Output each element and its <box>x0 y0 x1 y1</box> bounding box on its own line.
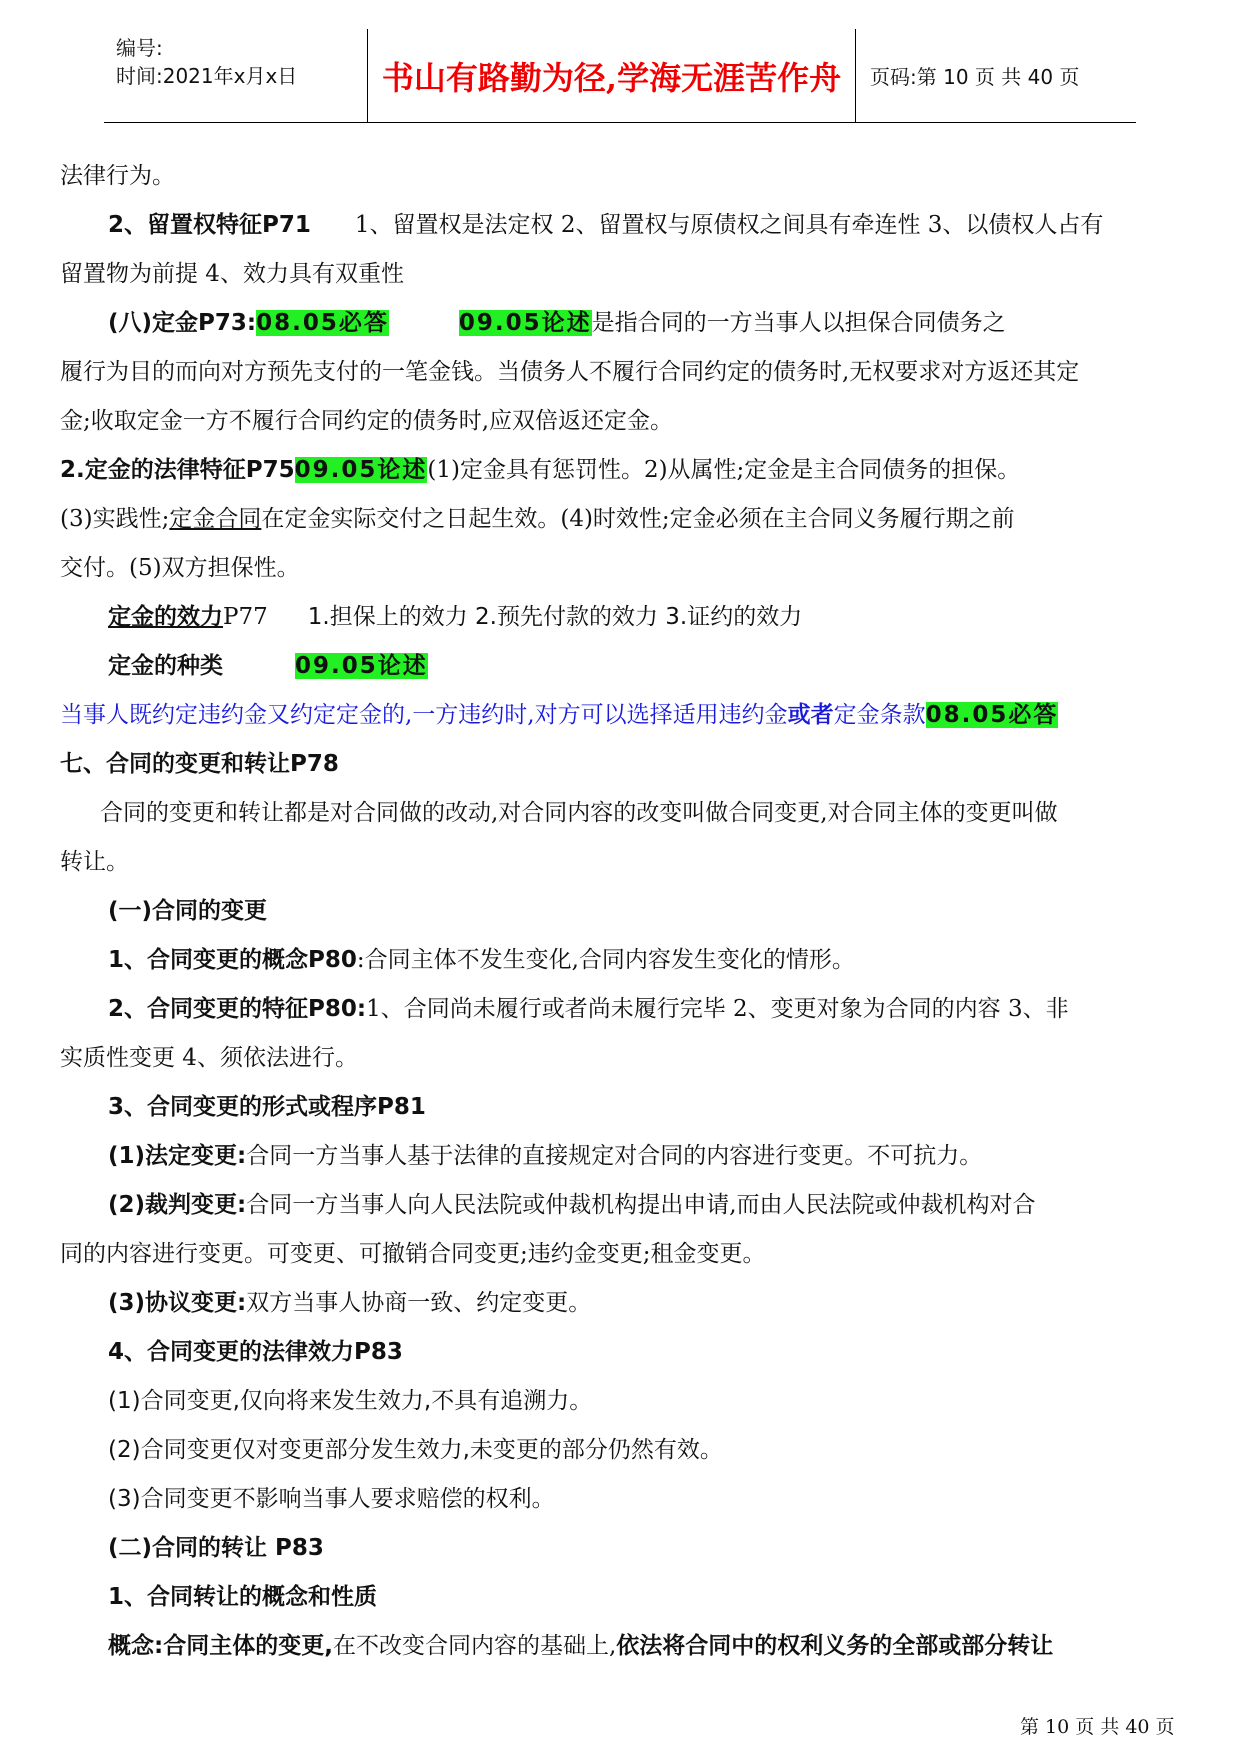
text-line: 履行为目的而向对方预先支付的一笔金钱。当债务人不履行合同约定的债务时,无权要求对方返还其定 <box>60 359 1080 385</box>
section-heading: 4、合同变更的法律效力P83 <box>108 1339 403 1365</box>
number-label: 编号: <box>116 36 163 60</box>
text-line: 交付。(5)双方担保性。 <box>60 555 300 581</box>
section-heading: 2、留置权特征P71 <box>108 212 311 238</box>
text-line: 留置物为前提 4、效力具有双重性 <box>60 261 404 287</box>
text-line: 合同的变更和转让都是对合同做的改动,对合同内容的改变叫做合同变更,对合同主体的变更叫做 <box>100 800 1058 826</box>
time-label: 时间:2021年x月x日 <box>116 64 298 88</box>
text-line: 当事人既约定违约金又约定定金的,一方违约时,对方可以选择适用违约金或者定金条款08.05必答 <box>60 702 1059 728</box>
text-line: 转让。 <box>60 849 129 875</box>
section-heading: 1、合同变更的概念P80 <box>108 947 357 973</box>
header-page-info: 页码:第 10 页 共 40 页 <box>870 65 1080 89</box>
section-heading: 2、合同变更的特征P80: <box>108 996 367 1022</box>
page-footer: 第 10 页 共 40 页 <box>1020 1716 1175 1738</box>
text-line: 概念:合同主体的变更,在不改变合同内容的基础上,依法将合同中的权利义务的全部或部分转让 <box>108 1633 1054 1659</box>
chapter-heading: 七、合同的变更和转让P78 <box>60 751 339 777</box>
page-header <box>104 29 1136 123</box>
text-line: (八)定金P73:08.05必答 09.05论述是指合同的一方当事人以担保合同债务之 <box>108 310 1006 336</box>
text-line: (3)合同变更不影响当事人要求赔偿的权利。 <box>108 1486 555 1512</box>
text-line: (3)协议变更:双方当事人协商一致、约定变更。 <box>108 1290 592 1316</box>
section-heading: 定金的种类 <box>108 653 223 679</box>
highlight-tag: 08.05必答 <box>925 702 1059 728</box>
highlight-tag: 09.05论述 <box>458 310 592 336</box>
section-heading: 概念:合同主体的变更, <box>108 1633 333 1659</box>
text-line: (3)实践性;定金合同在定金实际交付之日起生效。(4)时效性;定金必须在主合同义务履行期之前 <box>60 506 1015 532</box>
text-line <box>60 642 1184 691</box>
text-line: 2、合同变更的特征P80:1、合同尚未履行或者尚未履行完毕 2、变更对象为合同的内容 3、非 <box>108 996 1069 1022</box>
text-line: 同的内容进行变更。可变更、可撤销合同变更;违约金变更;租金变更。 <box>60 1241 766 1267</box>
text-line: 2、留置权特征P71 1、留置权是法定权 2、留置权与原债权之间具有牵连性 3、以债权人占有 <box>108 212 1104 238</box>
header-motto: 书山有路勤为径,学海无涯苦作舟 <box>367 29 856 122</box>
section-heading: (3)协议变更: <box>108 1290 247 1316</box>
section-heading: (二)合同的转让 P83 <box>108 1535 324 1561</box>
text-line: 1、合同变更的概念P80:合同主体不发生变化,合同内容发生变化的情形。 <box>108 947 855 973</box>
body-text <box>60 152 1184 1671</box>
section-heading: (2)裁判变更: <box>108 1192 247 1218</box>
text-line: 2.定金的法律特征P7509.05论述(1)定金具有惩罚性。2)从属性;定金是主合同债务的担保。 <box>60 457 1021 483</box>
section-heading: 2.定金的法律特征P75 <box>60 457 295 483</box>
text-line: (1)法定变更:合同一方当事人基于法律的直接规定对合同的内容进行变更。不可抗力。 <box>108 1143 983 1169</box>
text-line: 实质性变更 4、须依法进行。 <box>60 1045 358 1071</box>
highlight-tag: 09.05论述 <box>295 653 428 679</box>
section-heading: 3、合同变更的形式或程序P81 <box>108 1094 426 1120</box>
text-line: (1)合同变更,仅向将来发生效力,不具有追溯力。 <box>108 1388 593 1414</box>
header-meta <box>104 29 367 122</box>
section-heading: 定金的效力 <box>108 604 223 630</box>
highlight-tag: 09.05论述 <box>294 457 428 483</box>
text-line: 法律行为。 <box>60 163 175 189</box>
text-line: (2)裁判变更:合同一方当事人向人民法院或仲裁机构提出申请,而由人民法院或仲裁机构对合 <box>108 1192 1036 1218</box>
text-line: 定金的效力P77 1.担保上的效力 2.预先付款的效力 3.证约的效力 <box>108 604 803 630</box>
underlined-term: 定金合同 <box>169 506 262 532</box>
section-heading: (1)法定变更: <box>108 1143 247 1169</box>
text-line: 金;收取定金一方不履行合同约定的债务时,应双倍返还定金。 <box>60 408 674 434</box>
section-heading: (八)定金P73: <box>108 310 257 336</box>
highlight-tag: 08.05必答 <box>256 310 389 336</box>
text-line: (2)合同变更仅对变更部分发生效力,未变更的部分仍然有效。 <box>108 1437 723 1463</box>
section-heading: (一)合同的变更 <box>108 898 268 924</box>
section-heading: 1、合同转让的概念和性质 <box>108 1584 378 1610</box>
